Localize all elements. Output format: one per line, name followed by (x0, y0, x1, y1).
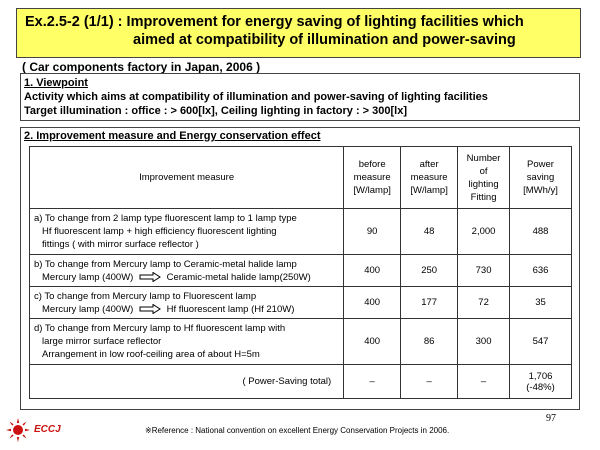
right-arrow-icon (139, 304, 161, 314)
viewpoint-box (20, 73, 580, 121)
number-cell: 300 (458, 319, 510, 365)
measure-cell: c) To change from Mercury lamp to Fluorescent lamp Mercury lamp (400W) Hf fluorescent lamp (Hf 210W) (30, 287, 344, 319)
before-cell: 400 (344, 287, 401, 319)
number-cell: 730 (458, 255, 510, 287)
slide-title (16, 8, 581, 58)
table-row (30, 209, 572, 255)
col-header-saving: Power saving [MWh/y] (510, 147, 572, 209)
sun-logo-icon (6, 418, 30, 442)
saving-cell: 35 (510, 287, 572, 319)
before-cell: 90 (344, 209, 401, 255)
before-cell: 400 (344, 319, 401, 365)
viewpoint-header: 1. Viewpoint (24, 77, 88, 89)
table-row (30, 287, 572, 319)
measures-box (20, 127, 580, 410)
total-number: – (458, 365, 510, 399)
right-arrow-icon (139, 272, 161, 282)
title-line-1: Ex.2.5-2 (1/1) : Improvement for energy saving of lighting facilities which (25, 14, 524, 30)
viewpoint-line-1: Activity which aims at compatibility of illumination and power-saving of lighting facilities (24, 91, 488, 103)
eccj-logo (6, 418, 76, 440)
col-header-before: before measure [W/lamp] (344, 147, 401, 209)
before-cell: 400 (344, 255, 401, 287)
title-line-2: aimed at compatibility of illumination and power-saving (133, 32, 516, 48)
reference-note: ※Reference : National convention on excellent Energy Conservation Projects in 2006. (145, 426, 450, 435)
measure-cell: b) To change from Mercury lamp to Ceramic-metal halide lamp Mercury lamp (400W) Ceramic-metal halide lamp(250W) (30, 255, 344, 287)
col-header-measure: Improvement measure (30, 147, 344, 209)
subtitle: ( Car components factory in Japan, 2006 ) (22, 60, 261, 74)
measures-table (29, 146, 572, 399)
table-total-row (30, 365, 572, 399)
after-cell: 86 (401, 319, 458, 365)
after-cell: 177 (401, 287, 458, 319)
after-cell: 48 (401, 209, 458, 255)
measure-cell: d) To change from Mercury lamp to Hf fluorescent lamp with large mirror surface reflector Arrangement in low roof-ceiling area of about H=5m (30, 319, 344, 365)
logo-text: ECCJ (34, 424, 61, 435)
total-saving: 1,706 (-48%) (510, 365, 572, 399)
total-label: ( Power-Saving total) (30, 365, 344, 399)
table-row (30, 255, 572, 287)
viewpoint-line-2: Target illumination : office : > 600[lx], Ceiling lighting in factory : > 300[lx] (24, 105, 408, 117)
saving-cell: 636 (510, 255, 572, 287)
number-cell: 72 (458, 287, 510, 319)
after-cell: 250 (401, 255, 458, 287)
measure-cell: a) To change from 2 lamp type fluorescent lamp to 1 lamp type Hf fluorescent lamp + high efficiency fluorescent lighting fittings ( with mirror surface reflector ) (30, 209, 344, 255)
saving-cell: 488 (510, 209, 572, 255)
measures-header: 2. Improvement measure and Energy conservation effect (24, 130, 321, 142)
col-header-after: after measure [W/lamp] (401, 147, 458, 209)
number-cell: 2,000 (458, 209, 510, 255)
page-number: 97 (546, 413, 556, 424)
saving-cell: 547 (510, 319, 572, 365)
table-header-row (30, 147, 572, 209)
col-header-number: Number of lighting Fitting (458, 147, 510, 209)
total-after: – (401, 365, 458, 399)
total-before: – (344, 365, 401, 399)
table-row (30, 319, 572, 365)
